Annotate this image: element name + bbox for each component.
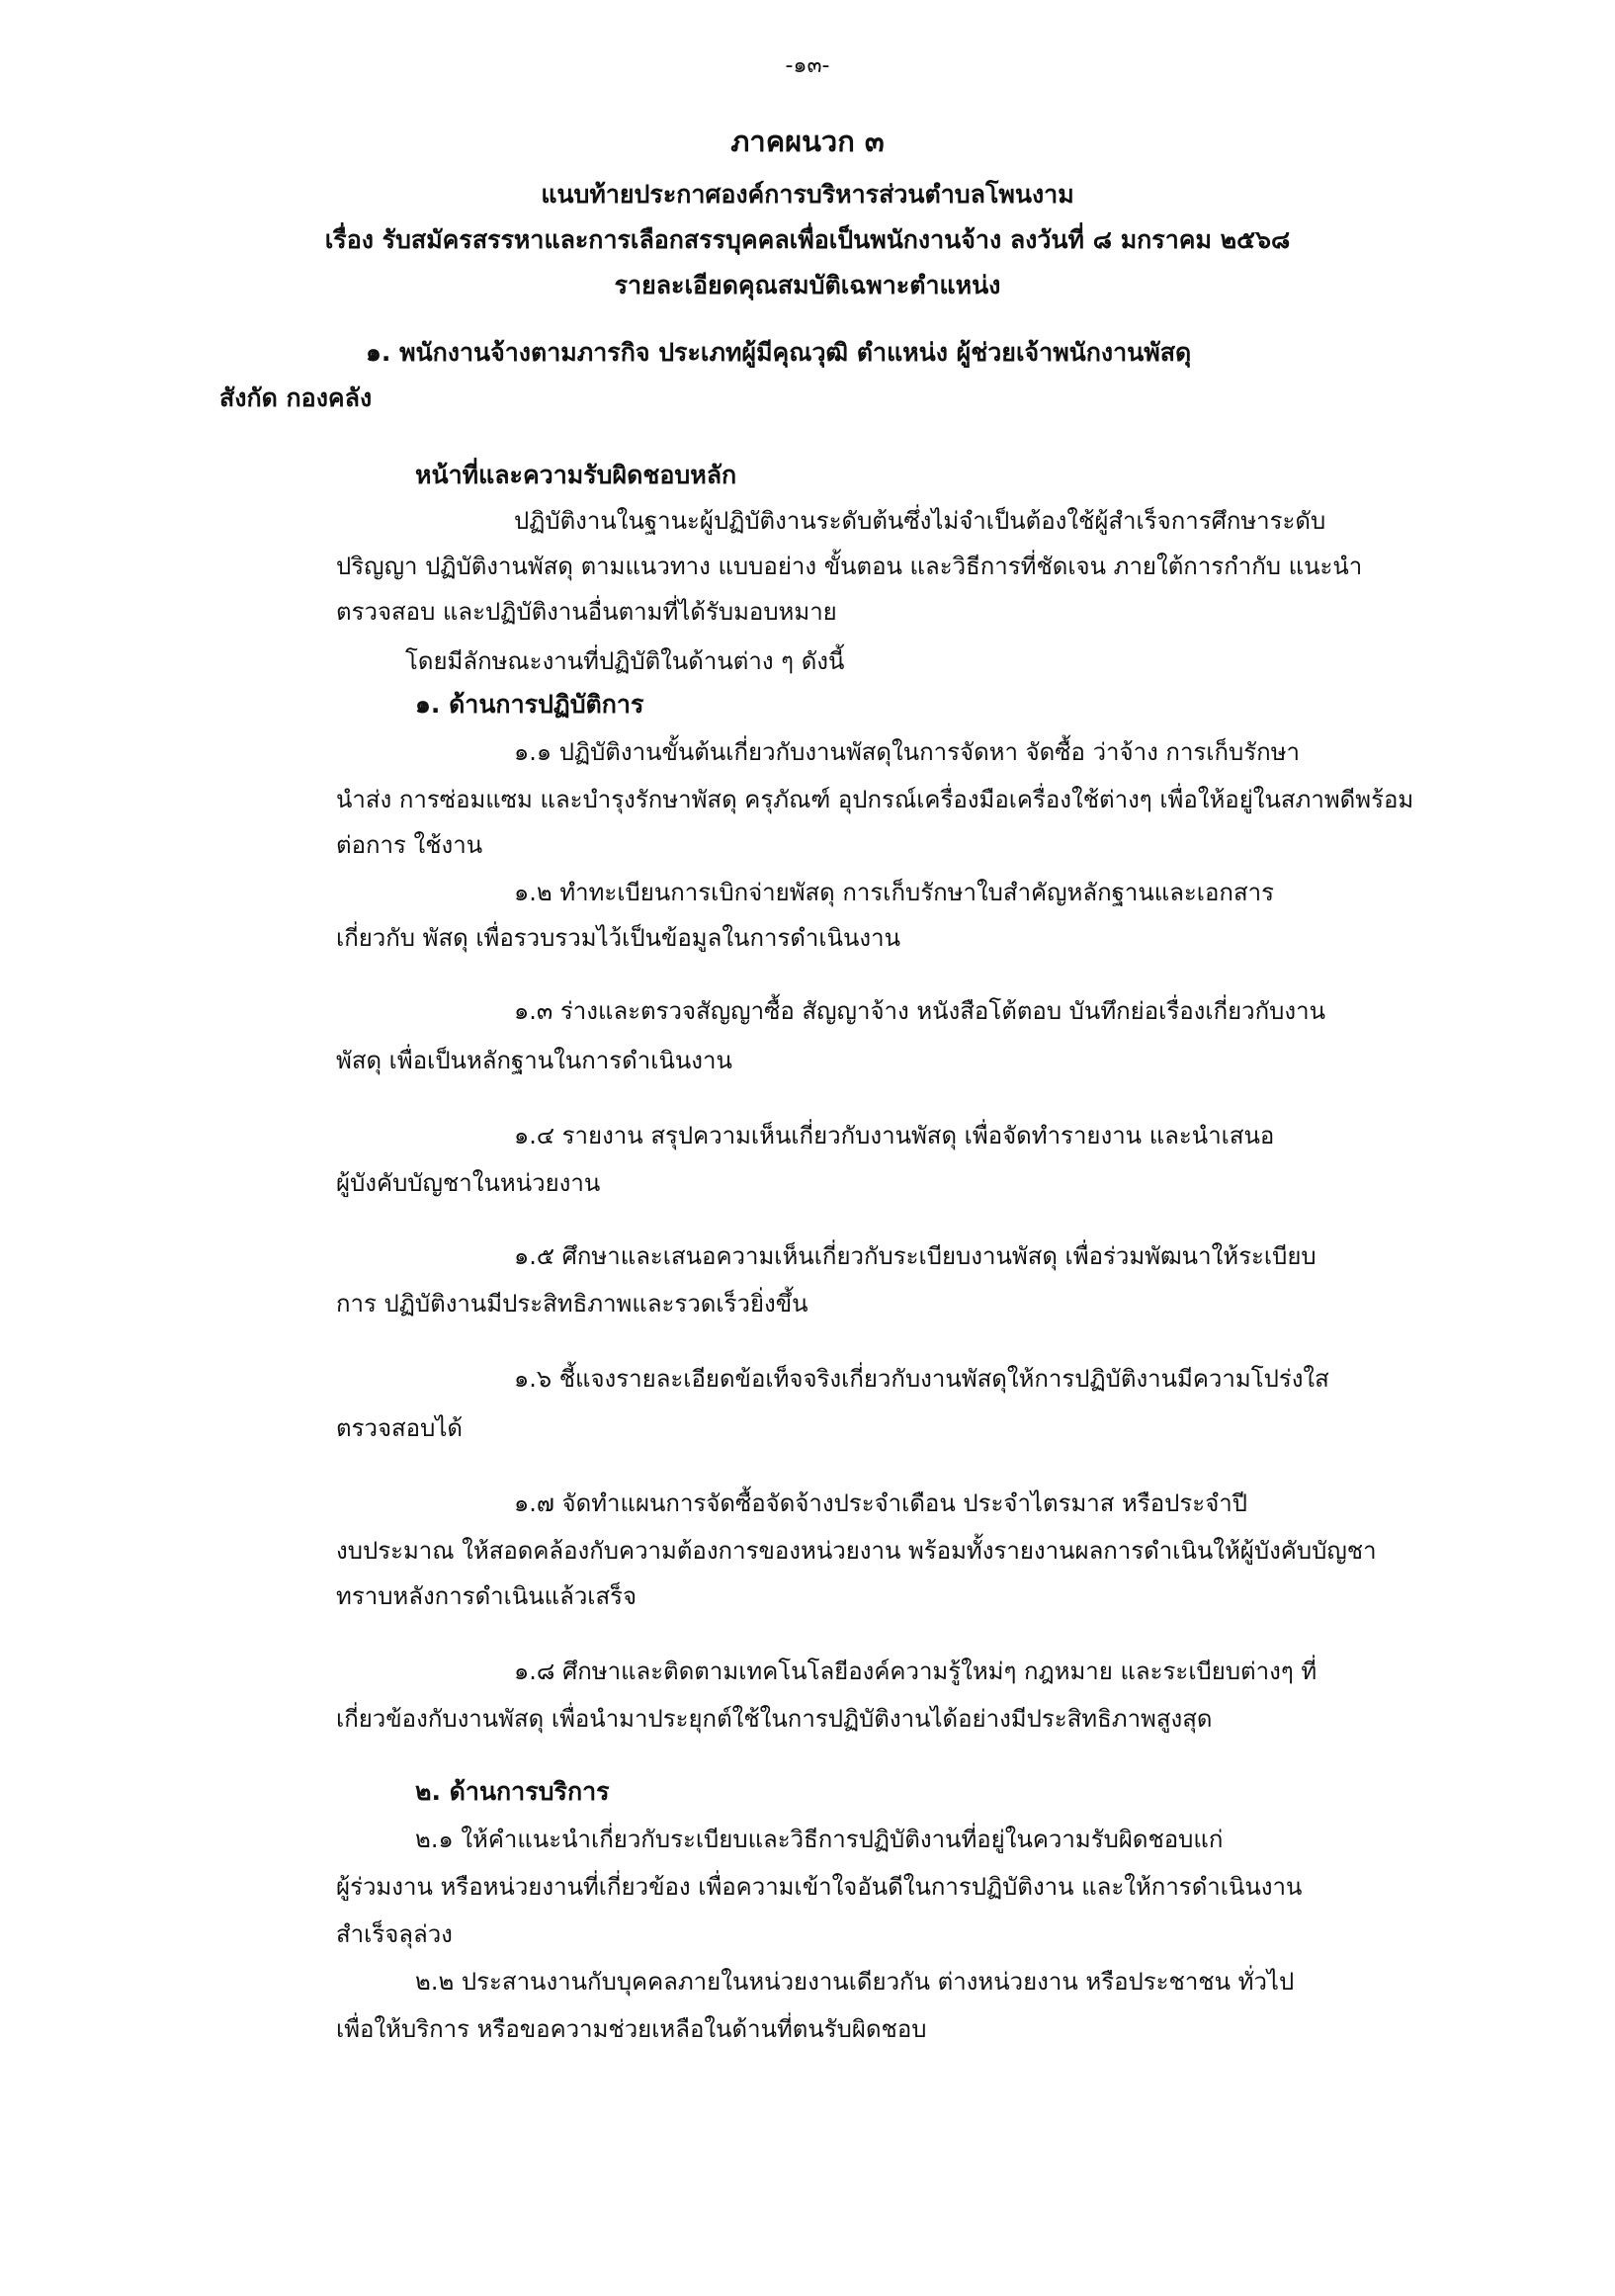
item-1-1-line: นำส่ง การซ่อมแซม และบำรุงรักษาพัสดุ ครุภัณฑ์ อุปกรณ์เครื่องมือเครื่องใช้ต่างๆ เพื่อให้อยู่ในสภาพดีพร้อม [336, 786, 1414, 813]
duties-intro-line: ปริญญา ปฏิบัติงานพัสดุ ตามแนวทาง แบบอย่าง ขั้นตอน และวิธีการที่ชัดเจน ภายใต้การกำกับ แนะนำ [336, 553, 1363, 580]
item-2-2-line: เพื่อให้บริการ หรือขอความช่วยเหลือในด้านที่ตนรับผิดชอบ [336, 2015, 927, 2043]
qualification-heading: รายละเอียดคุณสมบัติเฉพาะตำแหน่ง [614, 271, 1001, 299]
item-1-2-line: ๑.๒ ทำทะเบียนการเบิกจ่ายพัสดุ การเก็บรักษาใบสำคัญหลักฐานและเอกสาร [514, 879, 1274, 906]
item-1-5-line: ๑.๕ ศึกษาและเสนอความเห็นเกี่ยวกับระเบียบงานพัสดุ เพื่อร่วมพัฒนาให้ระเบียบ [514, 1242, 1317, 1270]
item-2-1-line: ผู้ร่วมงาน หรือหน่วยงานที่เกี่ยวข้อง เพื่อความเข้าใจอันดีในการปฏิบัติงาน และให้การดำเนินงาน [336, 1873, 1303, 1901]
position-department: สังกัด กองคลัง [219, 383, 373, 412]
duties-lead: โดยมีลักษณะงานที่ปฏิบัติในด้านต่าง ๆ ดังนี้ [405, 647, 845, 675]
item-1-3-line: พัสดุ เพื่อเป็นหลักฐานในการดำเนินงาน [336, 1047, 732, 1074]
duties-intro-line: ปฏิบัติงานในฐานะผู้ปฏิบัติงานระดับต้นซึ่งไม่จำเป็นต้องใช้ผู้สำเร็จการศึกษาระดับ [514, 507, 1326, 535]
announcement-line: แนบท้ายประกาศองค์การบริหารส่วนตำบลโพนงาม [541, 180, 1074, 209]
item-1-7-line: ๑.๗ จัดทำแผนการจัดซื้อจัดจ้างประจำเดือน ประจำไตรมาส หรือประจำปี [514, 1489, 1247, 1517]
appendix-title: ภาคผนวก ๓ [730, 125, 885, 158]
section-heading-operations: ๑. ด้านการปฏิบัติการ [415, 690, 644, 719]
position-line: ๑. พนักงานจ้างตามภารกิจ ประเภทผู้มีคุณวุฒิ ตำแหน่ง ผู้ช่วยเจ้าพนักงานพัสดุ [366, 338, 1192, 367]
item-2-2-line: ๒.๒ ประสานงานกับบุคคลภายในหน่วยงานเดียวกัน ต่างหน่วยงาน หรือประชาชน ทั่วไป [415, 1968, 1295, 1996]
item-1-7-line: ทราบหลังการดำเนินแล้วเสร็จ [336, 1582, 638, 1610]
item-1-8-line: เกี่ยวข้องกับงานพัสดุ เพื่อนำมาประยุกต์ใช้ในการปฏิบัติงานได้อย่างมีประสิทธิภาพสูงสุด [336, 1705, 1213, 1733]
item-1-4-line: ผู้บังคับบัญชาในหน่วยงาน [336, 1169, 601, 1197]
duties-heading: หน้าที่และความรับผิดชอบหลัก [415, 461, 737, 489]
item-1-3-line: ๑.๓ ร่างและตรวจสัญญาซื้อ สัญญาจ้าง หนังสือโต้ตอบ บันทึกย่อเรื่องเกี่ยวกับงาน [514, 997, 1326, 1025]
item-1-8-line: ๑.๘ ศึกษาและติดตามเทคโนโลยีองค์ความรู้ใหม่ๆ กฎหมาย และระเบียบต่างๆ ที่ [514, 1658, 1318, 1685]
item-1-4-line: ๑.๔ รายงาน สรุปความเห็นเกี่ยวกับงานพัสดุ เพื่อจัดทำรายงาน และนำเสนอ [514, 1122, 1275, 1149]
item-1-6-line: ตรวจสอบได้ [336, 1414, 463, 1442]
item-1-7-line: งบประมาณ ให้สอดคล้องกับความต้องการของหน่วยงาน พร้อมทั้งรายงานผลการดำเนินให้ผู้บังคับบัญชา [336, 1537, 1377, 1565]
page-number: -๑๓- [785, 53, 830, 78]
subject-line: เรื่อง รับสมัครสรรหาและการเลือกสรรบุคคลเพื่อเป็นพนักงานจ้าง ลงวันที่ ๘ มกราคม ๒๕๖๘ [324, 225, 1291, 254]
item-1-5-line: การ ปฏิบัติงานมีประสิทธิภาพและรวดเร็วยิ่งขึ้น [336, 1290, 808, 1318]
item-1-1-line: ต่อการ ใช้งาน [336, 831, 483, 859]
item-1-1-line: ๑.๑ ปฏิบัติงานขั้นต้นเกี่ยวกับงานพัสดุในการจัดหา จัดซื้อ ว่าจ้าง การเก็บรักษา [514, 738, 1300, 766]
duties-intro-line: ตรวจสอบ และปฏิบัติงานอื่นตามที่ได้รับมอบหมาย [336, 598, 837, 626]
item-1-2-line: เกี่ยวกับ พัสดุ เพื่อรวบรวมไว้เป็นข้อมูลในการดำเนินงาน [336, 924, 901, 952]
item-2-1-line: สำเร็จลุล่วง [336, 1920, 453, 1948]
item-2-1-line: ๒.๑ ให้คำแนะนำเกี่ยวกับระเบียบและวิธีการปฏิบัติงานที่อยู่ในความรับผิดชอบแก่ [415, 1826, 1224, 1853]
item-1-6-line: ๑.๖ ชี้แจงรายละเอียดข้อเท็จจริงเกี่ยวกับงานพัสดุให้การปฏิบัติงานมีความโปร่งใส [514, 1365, 1329, 1393]
section-heading-service: ๒. ด้านการบริการ [415, 1777, 610, 1806]
